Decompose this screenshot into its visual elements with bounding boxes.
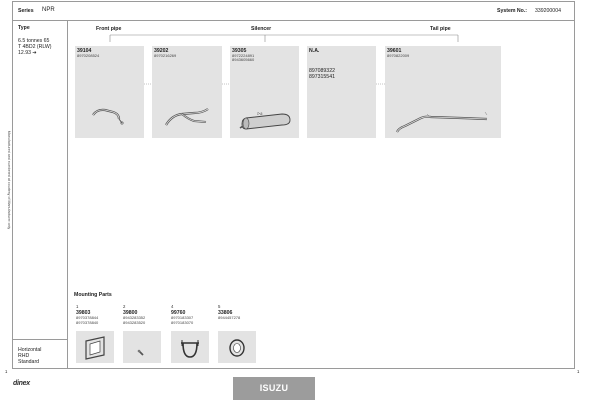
part-number: N.A. bbox=[309, 48, 320, 54]
sidebar-bottom-rule bbox=[12, 339, 67, 340]
clamp-icon bbox=[171, 331, 209, 363]
mounting-index: 2 bbox=[123, 304, 126, 309]
callout-label: 1~5 bbox=[257, 112, 263, 116]
ring-icon bbox=[218, 331, 256, 363]
part-number: 39202 bbox=[154, 48, 169, 54]
part-number: 39104 bbox=[77, 48, 92, 54]
card-connectors bbox=[0, 0, 589, 100]
mounting-card[interactable] bbox=[76, 331, 114, 363]
series-label: Series bbox=[18, 8, 34, 14]
part-number: 39305 bbox=[232, 48, 247, 54]
mounting-code: 8970378844 bbox=[76, 315, 99, 320]
part-number: 39601 bbox=[387, 48, 402, 54]
front-pipe-y-icon bbox=[160, 101, 215, 131]
mounting-code: 8944457278 bbox=[218, 315, 241, 320]
mounting-index: 1 bbox=[76, 304, 79, 309]
part-code: 8972224891 bbox=[232, 52, 255, 58]
dinex-logo: dinex bbox=[13, 380, 30, 387]
mounting-number: 39803 bbox=[76, 310, 91, 316]
type-line-1: 6.5 tonnes 65 bbox=[18, 38, 50, 44]
mounting-code: 8970183070 bbox=[171, 320, 194, 325]
mounting-index: 5 bbox=[218, 304, 221, 309]
orientation-line: Horizontal bbox=[18, 347, 42, 353]
type-line-2: T 4BD2 (RLW) bbox=[18, 44, 52, 50]
mounting-number: 39800 bbox=[123, 310, 138, 316]
part-code: 897089322 bbox=[309, 68, 335, 74]
front-pipe-heading: Front pipe bbox=[96, 26, 122, 32]
mounting-index: 4 bbox=[171, 304, 174, 309]
mounting-code: 8970378840 bbox=[76, 320, 99, 325]
mounting-code: 8970183307 bbox=[171, 315, 194, 320]
system-value: 339200004 bbox=[535, 8, 561, 14]
type-label: Type bbox=[18, 25, 30, 31]
bolt-icon bbox=[123, 331, 161, 363]
tail-pipe-heading: Tail pipe bbox=[430, 26, 451, 32]
part-code: 897315541 bbox=[309, 74, 335, 80]
part-code: 8970822009 bbox=[387, 52, 410, 58]
mounting-code: 8943283520 bbox=[123, 320, 146, 325]
gasket-icon bbox=[76, 331, 114, 363]
vertical-note: Manufactured and numbered at courtesy of Manufacturer only bbox=[7, 130, 11, 230]
page-number-left: 1 bbox=[5, 369, 8, 374]
front-pipe-bent-icon bbox=[89, 101, 129, 126]
type-line-3: 12.93 ➔ bbox=[18, 50, 37, 56]
tail-pipe-icon bbox=[391, 106, 497, 136]
mounting-code: 8943283352 bbox=[123, 315, 146, 320]
drive-line: RHD bbox=[18, 353, 30, 359]
brand-name: ISUZU bbox=[259, 383, 289, 393]
page-number-right: 1 bbox=[577, 369, 580, 374]
mounting-title: Mounting Parts bbox=[74, 292, 112, 298]
spec-line: Standard bbox=[18, 359, 40, 365]
silencer-icon bbox=[236, 106, 294, 136]
system-label: System No.: bbox=[497, 8, 527, 14]
part-code: 8970208524 bbox=[77, 52, 100, 58]
mounting-card[interactable] bbox=[218, 331, 256, 363]
silencer-heading: Silencer bbox=[251, 26, 272, 32]
mounting-card[interactable] bbox=[171, 331, 209, 363]
mounting-number: 33806 bbox=[218, 310, 233, 316]
part-code: 8970216269 bbox=[154, 52, 177, 58]
mounting-card[interactable] bbox=[123, 331, 161, 363]
part-code: 8943605660 bbox=[232, 57, 255, 62]
mounting-number: 99760 bbox=[171, 310, 186, 316]
series-value: NPR bbox=[42, 7, 55, 13]
